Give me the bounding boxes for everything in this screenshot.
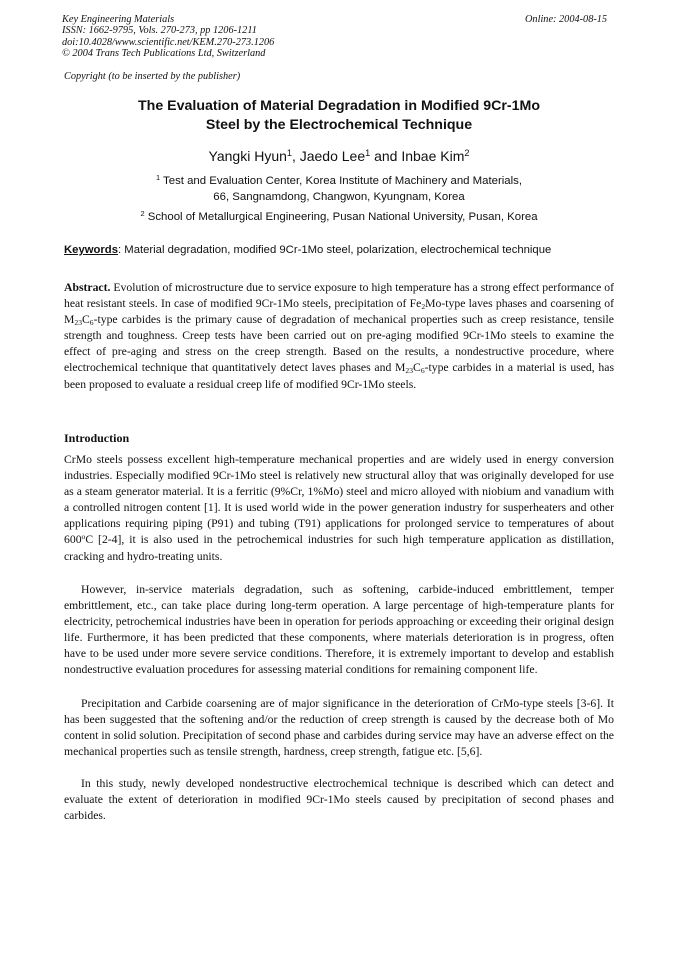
abstract-text: Evolution of microstructure due to service exposure to high temperature has a strong effect performance of heat resistant steels. In case of modified 9Cr-1Mo steels, precipitation of Fe <box>64 281 614 311</box>
author-name: Inbae Kim <box>401 148 465 164</box>
subscript: 23 <box>405 366 414 376</box>
title-line-2: Steel by the Electrochemical Technique <box>205 117 473 133</box>
author-list <box>0 148 678 164</box>
affiliation-number: 2 <box>140 208 145 218</box>
publisher-line: © 2004 Trans Tech Publications Ltd, Switzerland <box>62 48 266 60</box>
keywords <box>64 244 624 256</box>
abstract-text: -type carbides in a material is used, has been proposed to evaluate a residual creep life of modified 9Cr-1Mo steels. <box>64 361 614 391</box>
abstract-text: Mo-type laves phases and coarsening of M <box>64 297 614 327</box>
doi-line: doi:10.4028/www.scientific.net/KEM.270-273.1206 <box>62 36 275 48</box>
author-name: Jaedo Lee <box>299 148 366 164</box>
journal-header <box>62 14 274 60</box>
affiliation-text: Test and Evaluation Center, Korea Institute of Machinery and Materials, <box>160 175 523 187</box>
abstract-label: Abstract. <box>64 281 111 294</box>
title-line-1: The Evaluation of Material Degradation in Modified 9Cr-1Mo <box>137 98 541 114</box>
intro-paragraph-4: In this study, newly developed nondestructive electrochemical technique is described which can detect and evaluate the extent of deterioration in modified 9Cr-1Mo steels caused by precipitation of second phases and carbides. <box>64 777 614 823</box>
abstract <box>64 280 614 393</box>
subscript: 23 <box>74 318 82 328</box>
keywords-label: Keywords <box>64 244 118 256</box>
intro-paragraph-2: However, in-service materials degradation, such as softening, carbide-induced embrittlement, temper embrittlement, etc., can take place during long-term operation. A large percentage of high-temperature plants for electricity, petrochemical industries have been in operation for periods approaching or exceeding their original design life. Furthermore, it has been predicted that these components, where materials deterioration is in progress, often have to be used under more severe service conditions. Therefore, it is extremely important to develop and establish nondestructive evaluation procedures for assessing material conditions for remaining component life. <box>64 583 614 677</box>
affiliation-text: School of Metallurgical Engineering, Pusan National University, Pusan, Korea <box>144 211 538 223</box>
copyright-note: Copyright (to be inserted by the publisher) <box>64 71 241 82</box>
intro-paragraph-1 <box>64 452 614 565</box>
paragraph-text: CrMo steels possess excellent high-temperature mechanical properties and are widely used in energy conversion industries. Especially modified 9Cr-1Mo steel is relatively new structural alloy that was originally developed for use as a steam generator material. It is a ferritic (9%Cr, 1%Mo) steel and micro alloyed with niobium and vanadium with a controlled nitrogen content [1]. It is used world wide in the power generation industry for susperheaters and other applications requiring piping (P91) and tubing (T91) applications for prolonged service to temperatures of about 600 <box>64 453 614 547</box>
abstract-text: C <box>413 361 421 375</box>
affiliation-1 <box>0 174 678 205</box>
online-date: Online: 2004-08-15 <box>525 14 608 25</box>
author-separator: and <box>370 148 402 164</box>
degree-superscript: o <box>81 532 86 542</box>
keywords-text: Material degradation, modified 9Cr-1Mo steel, polarization, electrochemical technique <box>124 244 552 256</box>
section-heading-introduction: Introduction <box>64 431 130 445</box>
affiliation-line <box>0 174 678 190</box>
author-affiliation-mark: 1 <box>286 148 292 158</box>
abstract-text: -type carbides is the primary cause of degradation of mechanical properties such as creep resistance, tensile strength and toughness. Creep tests have been carried out on pre-aging modified 9Cr-1Mo steels to examine the effect of pre-aging and stress on the creep strength. Based on the results, a nondestructive procedure, where electrochemical technique that quantitatively detect laves phases and M <box>64 313 614 375</box>
author-name: Yangki Hyun <box>208 148 287 164</box>
subscript: 2 <box>421 301 426 311</box>
issn-line: ISSN: 1662-9795, Vols. 270-273, pp 1206-1211 <box>62 25 257 37</box>
subscript: 6 <box>89 318 94 328</box>
affiliation-line: 66, Sangnamdong, Changwon, Kyungnam, Korea <box>213 190 465 203</box>
affiliation-2 <box>0 210 678 226</box>
affiliation-number: 1 <box>155 172 161 182</box>
paragraph-text: C [2-4], it is also used in the petrochemical industries for such high temperature application as distillation, cracking and hydro-treating units. <box>64 533 614 563</box>
keywords-colon: : <box>118 244 125 256</box>
journal-name: Key Engineering Materials <box>62 14 175 25</box>
author-affiliation-mark: 2 <box>464 148 470 158</box>
author-separator: , <box>291 148 300 164</box>
paper-title <box>0 97 678 135</box>
subscript: 6 <box>420 366 425 376</box>
intro-paragraph-3: Precipitation and Carbide coarsening are of major significance in the deterioration of CrMo-type steels [3-6]. It has been suggested that the softening and/or the reduction of creep strength is caused by the decrease both of Mo content in solid solution. Precipitation of second phase and carbides during service may have an adverse effect on the mechanical properties such as tensile strength, hardness, creep strength, fatigue etc. [5,6]. <box>64 697 614 759</box>
abstract-text: C <box>82 313 90 327</box>
author-affiliation-mark: 1 <box>365 148 371 158</box>
